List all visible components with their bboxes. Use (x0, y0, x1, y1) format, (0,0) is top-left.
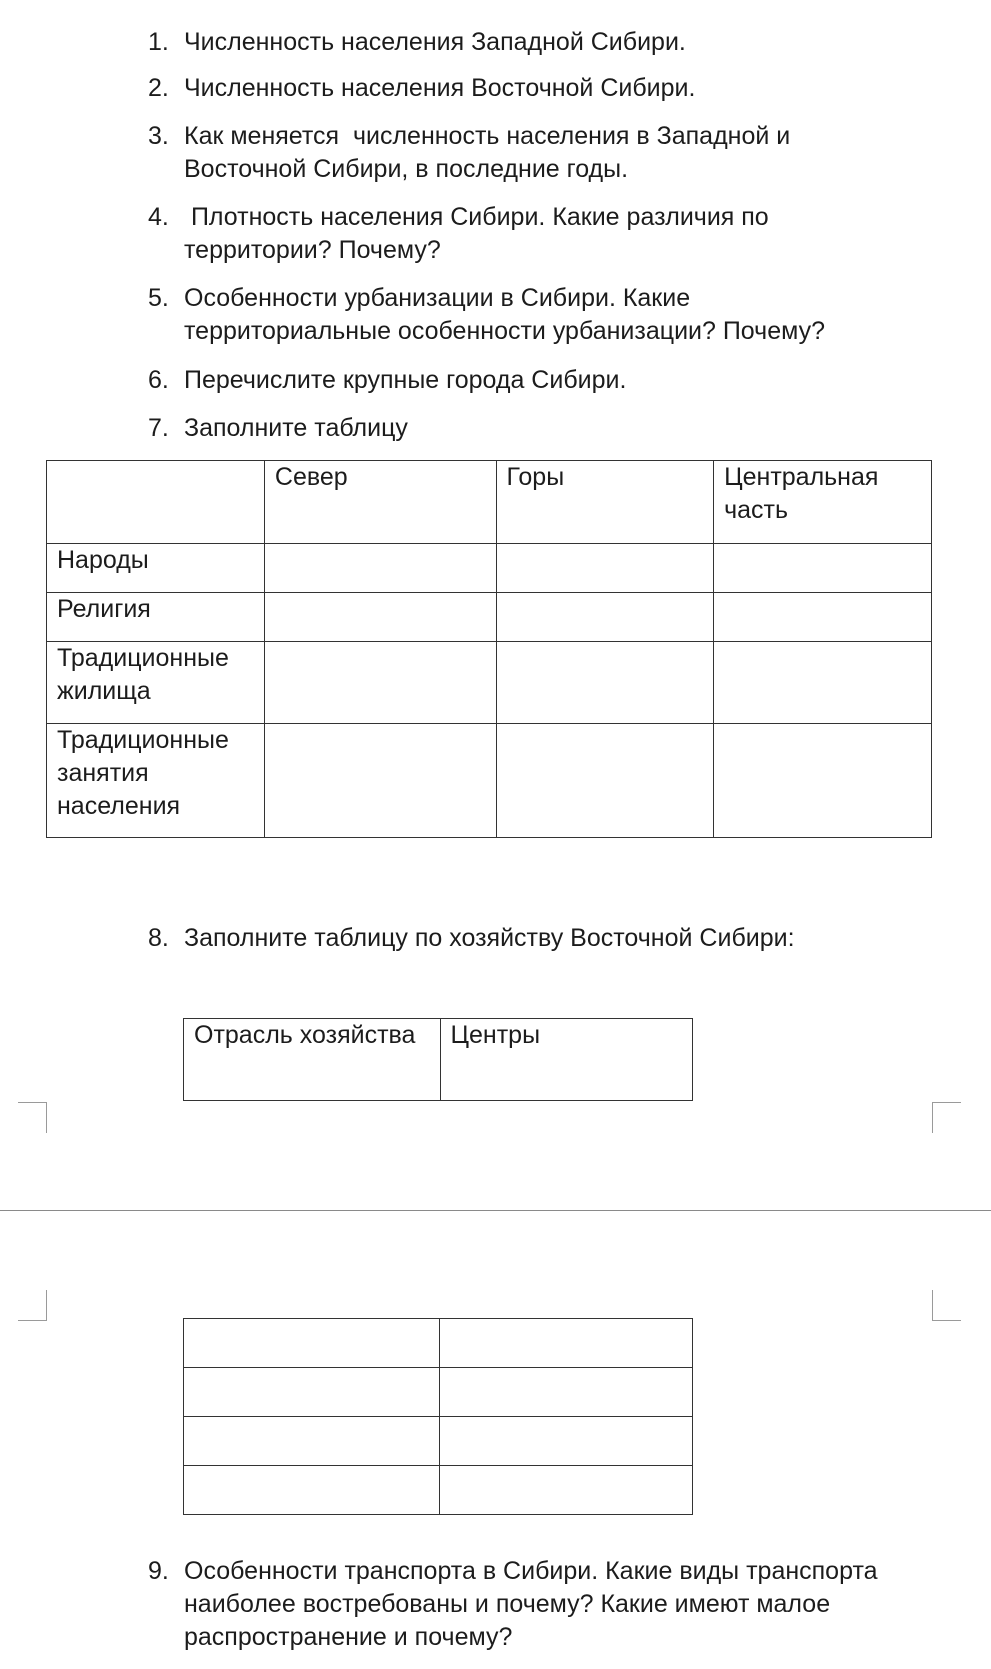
table-cell (440, 1466, 693, 1515)
question-number: 8. (148, 924, 169, 952)
question-text: Заполните таблицу (184, 414, 408, 442)
table-cell (264, 544, 496, 593)
question-text: Заполните таблицу по хозяйству Восточной Сибири: (184, 924, 795, 952)
table-header-cell: Отрасль хозяйства (184, 1019, 441, 1101)
table-header-cell: Центры (440, 1019, 692, 1101)
table-cell (440, 1368, 693, 1417)
page-corner-mark (932, 1290, 961, 1321)
table-cell (496, 642, 714, 724)
table-cell (714, 642, 932, 724)
question-text: Особенности урбанизации в Сибири. Какие территориальные особенности урбанизации? Почему? (184, 284, 825, 345)
table-cell (184, 1417, 440, 1466)
table-cell (264, 642, 496, 724)
table-row (47, 642, 932, 724)
question-number: 3. (148, 122, 169, 150)
question-number: 9. (148, 1557, 169, 1585)
question-number: 2. (148, 74, 169, 102)
table-row (184, 1319, 693, 1368)
table-cell (440, 1319, 693, 1368)
page-corner-mark (932, 1102, 961, 1133)
table-row (47, 724, 932, 838)
row-label: Традиционные жилища (47, 642, 265, 724)
question-text: Особенности транспорта в Сибири. Какие виды транспорта наиболее востребованы и почему? Какие имеют малое распространение и почему? (184, 1557, 878, 1651)
table-row (47, 593, 932, 642)
question-text: Численность населения Западной Сибири. (184, 28, 686, 56)
table-cell (264, 724, 496, 838)
table-cell (184, 1368, 440, 1417)
table-cell (440, 1417, 693, 1466)
table-header-cell: Север (264, 461, 496, 544)
table-cell (714, 593, 932, 642)
table-cell (496, 593, 714, 642)
table-cell (264, 593, 496, 642)
row-label: Традиционные занятия населения (47, 724, 265, 838)
page-corner-mark (18, 1290, 47, 1321)
question-number: 7. (148, 414, 169, 442)
question-number: 5. (148, 284, 169, 312)
question-number: 1. (148, 28, 169, 56)
table-cell (496, 544, 714, 593)
row-label: Религия (47, 593, 265, 642)
table-row (47, 544, 932, 593)
page-corner-mark (18, 1102, 47, 1133)
question-text: Численность населения Восточной Сибири. (184, 74, 696, 102)
table-header-row (184, 1019, 693, 1101)
row-label: Народы (47, 544, 265, 593)
table-header-cell: Горы (496, 461, 714, 544)
table-row (184, 1466, 693, 1515)
table-row (184, 1368, 693, 1417)
table-header-cell: Центральная часть (714, 461, 932, 544)
page-break-divider (0, 1210, 991, 1211)
table-header-cell (47, 461, 265, 544)
question-number: 4. (148, 203, 169, 231)
economy-table-body (183, 1318, 693, 1515)
table-cell (184, 1466, 440, 1515)
question-text: Плотность населения Сибири. Какие различия по территории? Почему? (184, 203, 769, 264)
table-cell (714, 724, 932, 838)
table-cell (496, 724, 714, 838)
question-text: Перечислите крупные города Сибири. (184, 366, 627, 394)
question-text: Как меняется численность населения в Западной и Восточной Сибири, в последние годы. (184, 122, 791, 183)
table-row (184, 1417, 693, 1466)
question-number: 6. (148, 366, 169, 394)
table-cell (184, 1319, 440, 1368)
table-header-row (47, 461, 932, 544)
regions-table (46, 460, 932, 838)
economy-table-header (183, 1018, 693, 1101)
table-cell (714, 544, 932, 593)
